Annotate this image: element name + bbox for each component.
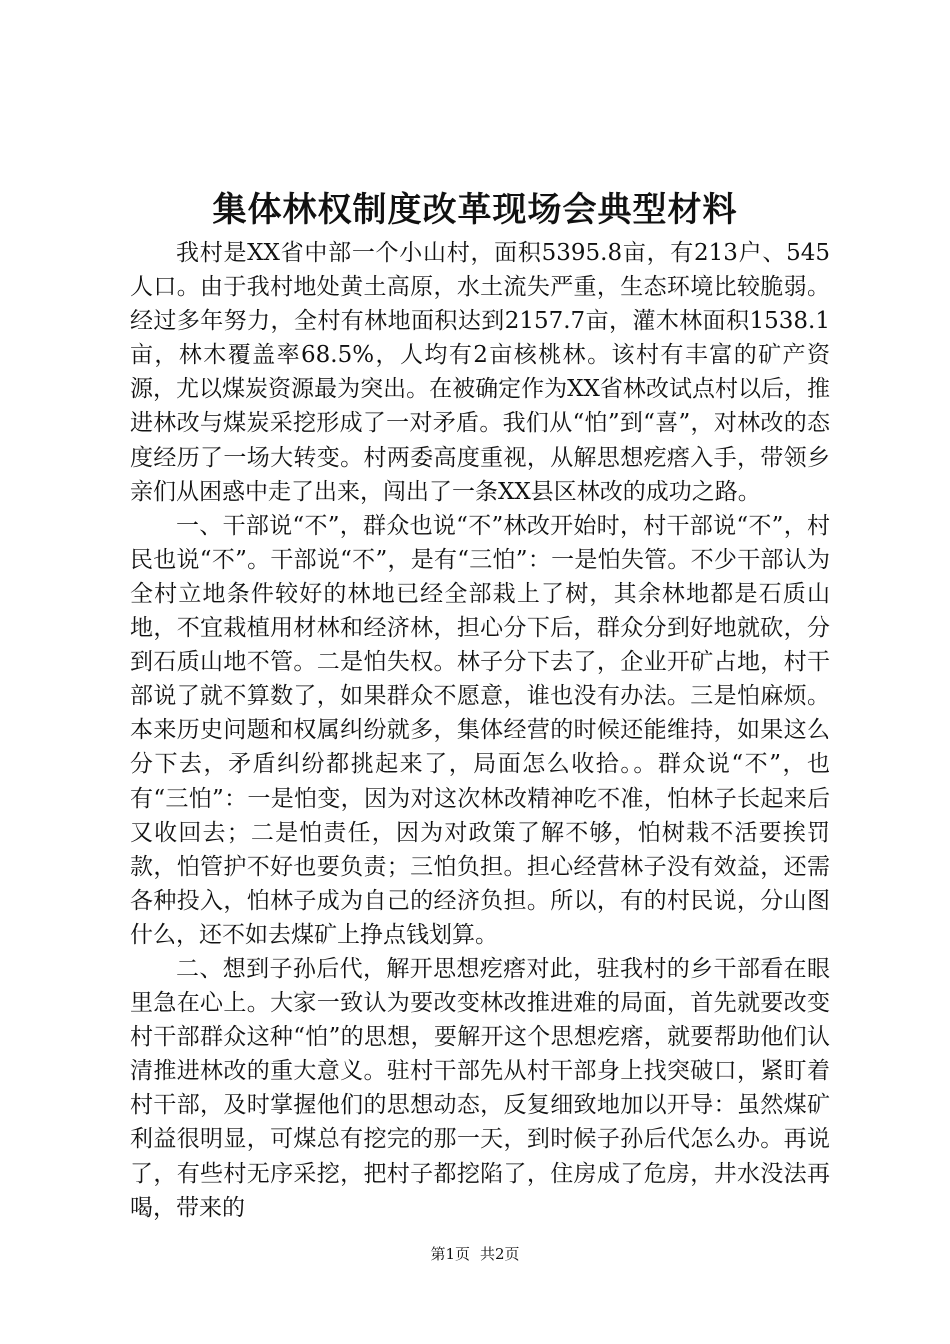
section-one-paragraph: 一、干部说“不”，群众也说“不”林改开始时，村干部说“不”，村民也说“不”。干部说“不”，是有“三怕”：一是怕失管。不少干部认为全村立地条件较好的林地已经全部栽上了树，其余林地都是石质山地，不宜栽植用材林和经济林，担心分下后，群众分到好地就砍，分到石质山地不管。二是怕失权。林子分下去了，企业开矿占地，村干部说了就不算数了，如果群众不愿意，谁也没有办法。三是怕麻烦。本来历史问题和权属纠纷就多，集体经营的时候还能维持，如果这么分下去，矛盾纠纷都挑起来了，局面怎么收拾。。群众说“不”，也有“三怕”：一是怕变，因为对这次林改精神吃不准，怕林子长起来后又收回去；二是怕责任，因为对政策了解不够，怕树栽不活要挨罚款，怕管护不好也要负责；三怕负担。担心经营林子没有效益，还需各种投入，怕林子成为自己的经济负担。所以，有的村民说，分山图什么，还不如去煤矿上挣点钱划算。 [130, 512, 830, 948]
page-number: 第1页 [430, 1245, 470, 1263]
page-footer [0, 1244, 950, 1264]
page-total: 共2页 [480, 1245, 520, 1263]
document-body [130, 236, 830, 1225]
section-two-paragraph: 二、想到子孙后代，解开思想疙瘩对此，驻我村的乡干部看在眼里急在心上。大家一致认为要改变林改推进难的局面，首先就要改变村干部群众这种“怕”的思想，要解开这个思想疙瘩，就要帮助他们认清推进林改的重大意义。驻村干部先从村干部身上找突破口，紧盯着村干部，及时掌握他们的思想动态，反复细致地加以开导：虽然煤矿利益很明显，可煤总有挖完的那一天，到时候子孙后代怎么办。再说了，有些村无序采挖，把村子都挖陷了，住房成了危房，井水没法再喝，带来的 [130, 955, 830, 1221]
document-title: 集体林权制度改革现场会典型材料 [212, 190, 738, 230]
intro-paragraph: 我村是XX省中部一个小山村，面积5395.8亩，有213户、545人口。由于我村地处黄土高原，水土流失严重，生态环境比较脆弱。经过多年努力，全村有林地面积达到2157.7亩，灌木林面积1538.1亩，林木覆盖率68.5%，人均有2亩核桃林。该村有丰富的矿产资源，尤以煤炭资源最为突出。在被确定作为XX省林改试点村以后，推进林改与煤炭采挖形成了一对矛盾。我们从“怕”到“喜”，对林改的态度经历了一场大转变。村两委高度重视，从解思想疙瘩入手，带领乡亲们从困惑中走了出来，闯出了一条XX县区林改的成功之路。 [130, 240, 830, 505]
